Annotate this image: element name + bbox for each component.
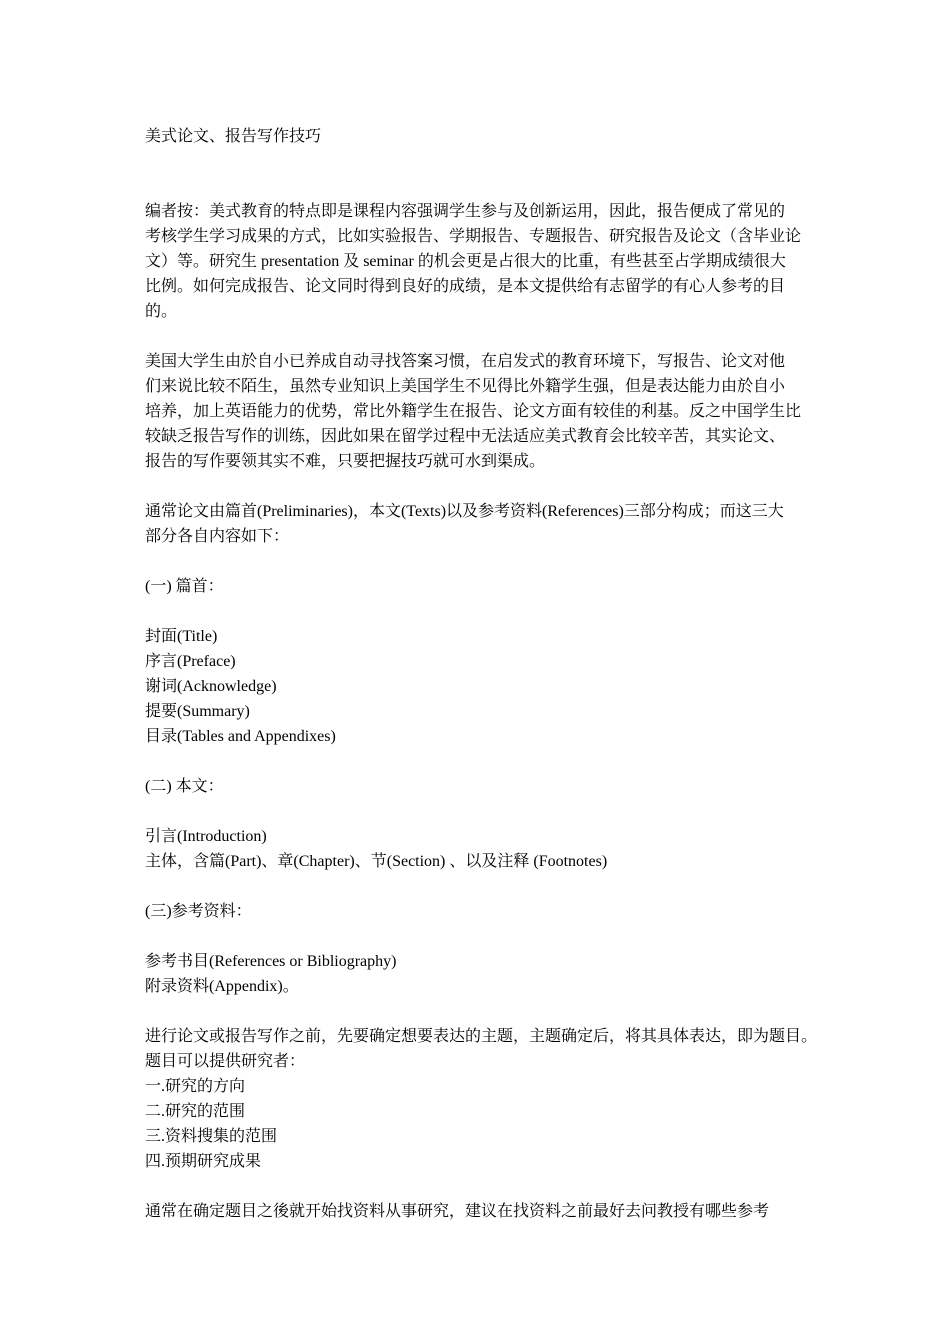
list-item: 封面(Title) — [145, 628, 218, 645]
document-title: 美式论文、报告写作技巧 — [145, 128, 322, 145]
section2-heading: (二) 本文： — [145, 778, 224, 795]
structure-paragraph — [145, 499, 825, 549]
text-line: 文）等。研究生 presentation 及 seminar 的机会更是占很大的比重，有些甚至占学期成绩很大 — [145, 253, 786, 270]
list-item: 二.研究的范围 — [145, 1103, 246, 1120]
closing-paragraph — [145, 1199, 825, 1224]
list-item: 谢词(Acknowledge) — [145, 678, 277, 695]
list-item: 引言(Introduction) — [145, 828, 267, 845]
text-line: 编者按：美式教育的特点即是课程内容强调学生参与及创新运用，因此，报告便成了常见的 — [145, 203, 786, 220]
text-line: 们来说比较不陌生，虽然专业知识上美国学生不见得比外籍学生强，但是表达能力由於自小 — [145, 378, 786, 395]
list-item: 附录资料(Appendix)。 — [145, 978, 299, 995]
list-item: 序言(Preface) — [145, 653, 236, 670]
list-item: 主体，含篇(Part)、章(Chapter)、节(Section) 、以及注释 (Footnotes) — [145, 853, 608, 870]
text-line: 进行论文或报告写作之前，先要确定想要表达的主题，主题确定后，将其具体表达，即为题目。 — [145, 1028, 818, 1045]
list-item: 四.预期研究成果 — [145, 1153, 262, 1170]
section-heading — [145, 899, 825, 924]
text-line: 通常论文由篇首(Preliminaries)，本文(Texts)以及参考资料(References)三部分构成；而这三大 — [145, 503, 784, 520]
list-item: 三.资料搜集的范围 — [145, 1128, 278, 1145]
text-line: 报告的写作要领其实不难，只要把握技巧就可水到渠成。 — [145, 453, 546, 470]
text-line: 通常在确定题目之後就开始找资料从事研究，建议在找资料之前最好去问教授有哪些参考 — [145, 1203, 770, 1220]
text-line: 美国大学生由於自小已养成自动寻找答案习惯，在启发式的教育环境下，写报告、论文对他 — [145, 353, 786, 370]
section1-heading: (一) 篇首： — [145, 578, 224, 595]
list-item: 一.研究的方向 — [145, 1078, 246, 1095]
section-heading — [145, 574, 825, 599]
topic-paragraph — [145, 1024, 825, 1174]
text-line: 的。 — [145, 303, 178, 320]
intro-paragraph — [145, 349, 825, 474]
section2-list — [145, 824, 825, 874]
list-item: 目录(Tables and Appendixes) — [145, 728, 336, 745]
text-line: 比例。如何完成报告、论文同时得到良好的成绩，是本文提供给有志留学的有心人参考的目 — [145, 278, 786, 295]
section-heading — [145, 774, 825, 799]
list-item: 提要(Summary) — [145, 703, 250, 720]
text-line: 题目可以提供研究者： — [145, 1053, 306, 1070]
list-item: 参考书目(References or Bibliography) — [145, 953, 397, 970]
text-line: 培养，加上英语能力的优势，常比外籍学生在报告、论文方面有较佳的利基。反之中国学生比 — [145, 403, 802, 420]
editor-note-paragraph — [145, 199, 825, 324]
section1-list — [145, 624, 825, 749]
text-line: 较缺乏报告写作的训练，因此如果在留学过程中无法适应美式教育会比较辛苦，其实论文、 — [145, 428, 786, 445]
text-line: 考核学生学习成果的方式，比如实验报告、学期报告、专题报告、研究报告及论文（含毕业论 — [145, 228, 802, 245]
text-line: 部分各自内容如下： — [145, 528, 290, 545]
section3-list — [145, 949, 825, 999]
document-body — [145, 124, 825, 1249]
section3-heading: (三)参考资料： — [145, 903, 252, 920]
